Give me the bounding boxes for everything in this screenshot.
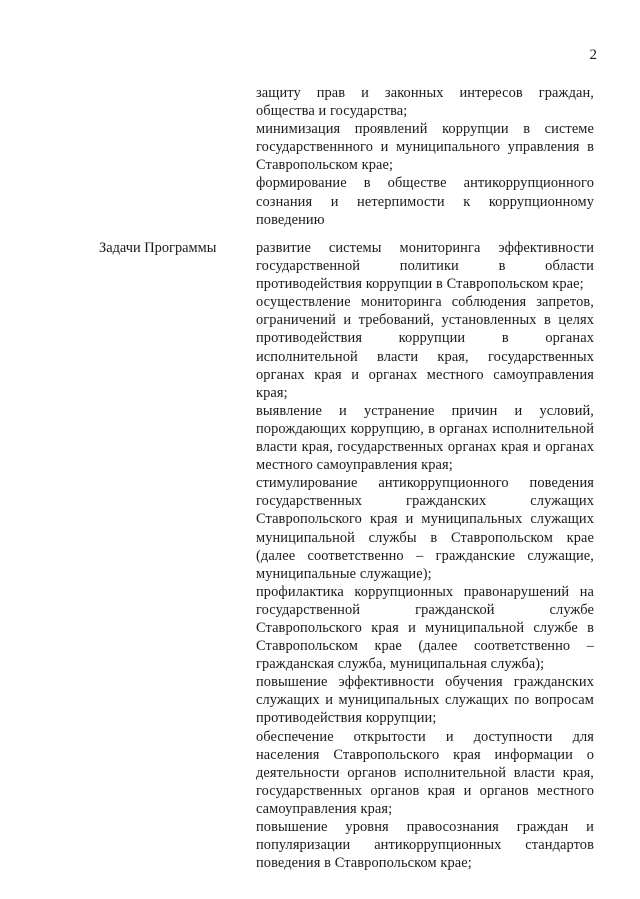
page-number: 2	[589, 47, 597, 63]
task-item: стимулирование антикоррупционного поведения государственных гражданских служащих Ставропольского края и муниципальных служащих муниципальной службы в Ставропольском крае (далее соответственно – гражданские служащие, муниципальные служащие);	[256, 475, 594, 582]
task-item: развитие системы мониторинга эффективности государственной политики в области противодействия коррупции в Ставропольском крае;	[256, 240, 594, 293]
task-item: повышение уровня правосознания граждан и популяризации антикоррупционных стандартов поведения в Ставропольском крае;	[256, 819, 594, 872]
task-item: выявление и устранение причин и условий, порождающих коррупцию, в органах исполнительной власти края, государственных органах края и органах местного самоуправления края;	[256, 402, 594, 474]
tasks-label: Задачи Программы	[99, 240, 217, 256]
tasks-list	[256, 239, 594, 872]
task-item: повышение эффективности обучения гражданских служащих и муниципальных служащих по вопросам противодействия коррупции;	[256, 674, 594, 727]
goals-continuation	[256, 84, 594, 229]
goal-item: формирование в обществе антикоррупционного сознания и нетерпимости к коррупционному поведению	[256, 175, 594, 228]
goal-item: минимизация проявлений коррупции в системе государственнного и муниципального управления в Ставропольском крае;	[256, 121, 594, 174]
task-item: осуществление мониторинга соблюдения запретов, ограничений и требований, установленных в целях противодействия коррупции в органах исполнительной власти края, государственных органах края и органах местного самоуправления края;	[256, 294, 594, 401]
goal-item: защиту прав и законных интересов граждан, общества и государства;	[256, 85, 594, 120]
task-item: обеспечение открытости и доступности для населения Ставропольского края информации о деятельности органов исполнительной власти края, государственных органов края и органов местного самоуправления края;	[256, 728, 594, 817]
task-item: профилактика коррупционных правонарушений на государственной гражданской службе Ставропольского края и муниципальной службе в Ставропольском крае (далее соответственно – гражданская служба, муниципальная служба);	[256, 583, 594, 673]
